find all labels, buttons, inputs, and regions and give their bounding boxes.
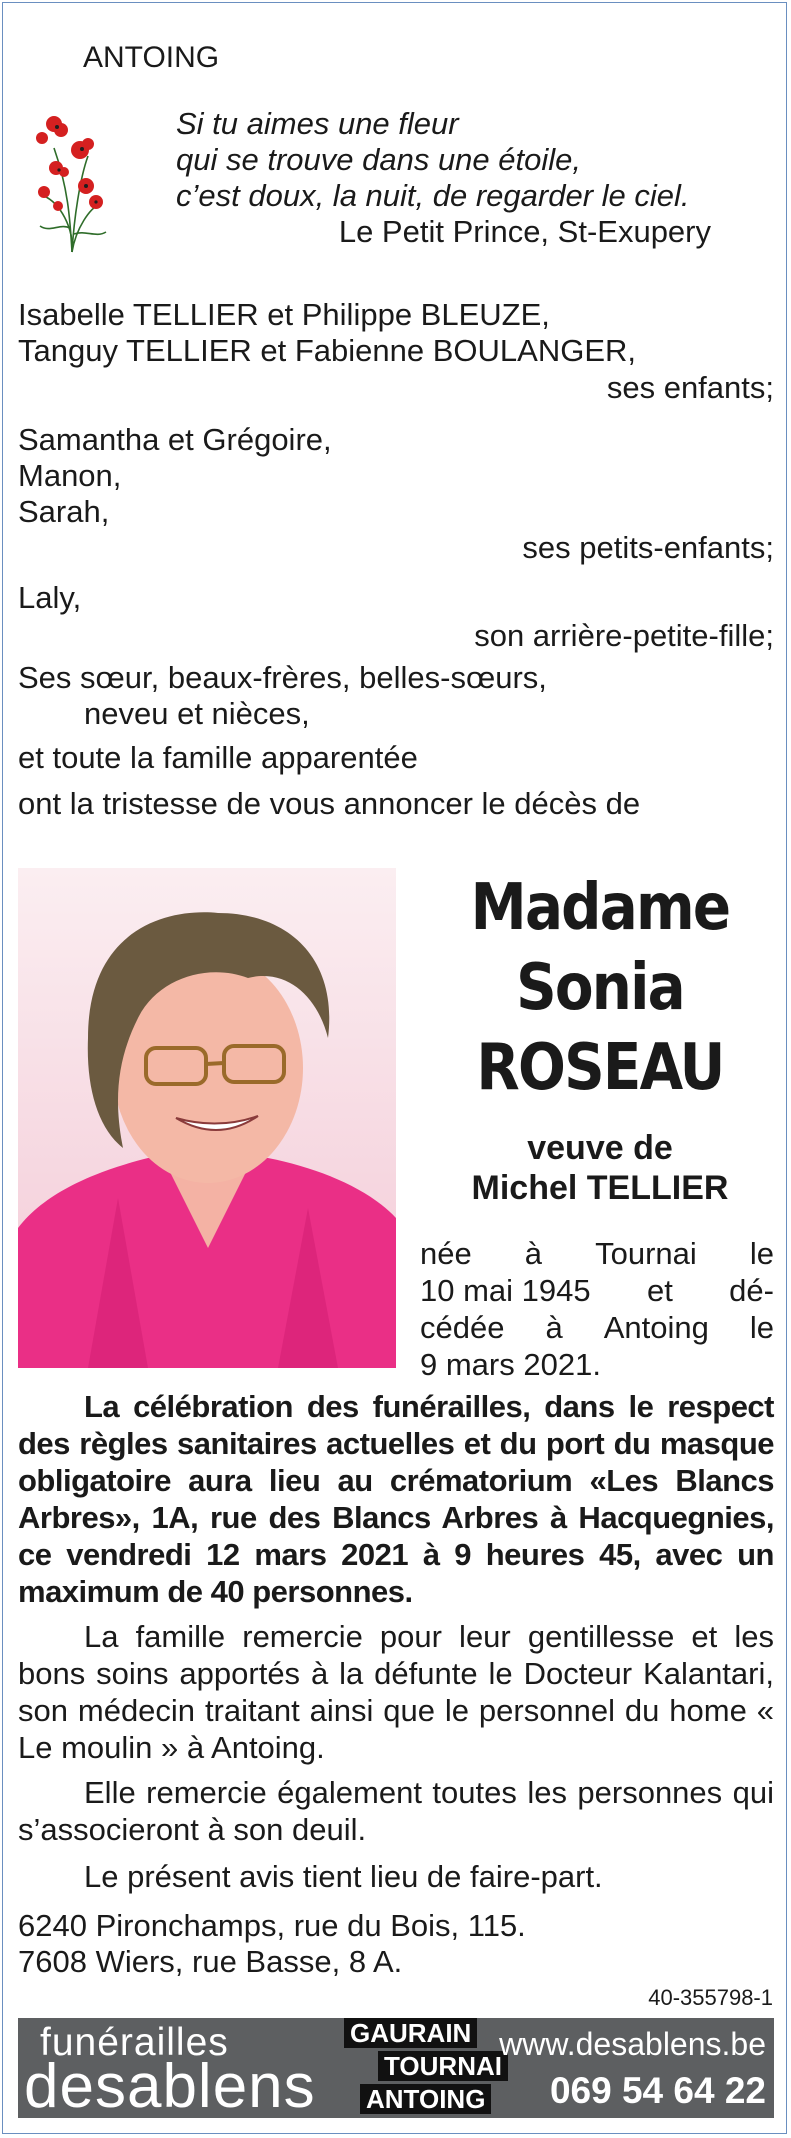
great-grandchildren-role: son arrière-petite-fille; bbox=[474, 618, 774, 653]
reference-number: 40-355798-1 bbox=[648, 1985, 773, 2010]
grandchild-line: Sarah, bbox=[18, 494, 110, 529]
word: cédée bbox=[420, 1310, 505, 1345]
notice-paragraph bbox=[18, 1858, 774, 1895]
quote-line: Si tu aimes une fleur bbox=[176, 106, 459, 141]
poppy-flowers-illustration bbox=[30, 108, 115, 253]
great-grandchild-line: Laly, bbox=[18, 580, 82, 615]
birth-death-row bbox=[420, 1346, 774, 1383]
quote-block bbox=[176, 106, 711, 250]
siblings-line: Ses sœur, beaux-frères, belles-sœurs, bbox=[18, 660, 547, 695]
extended-family-line: et toute la famille apparentée bbox=[18, 740, 418, 775]
deceased-first-name: Sonia bbox=[516, 951, 684, 1025]
funeral-home-banner bbox=[18, 2018, 774, 2121]
word: Tournai bbox=[595, 1236, 697, 1271]
word: et bbox=[646, 1273, 673, 1308]
town-badge: ANTOING bbox=[360, 2084, 491, 2114]
ceremony-text: La célébration des funérailles, dans le respect des règles sanitaires actuelles et du port du masque obligatoire aura lieu au crématorium «Les Blancs Arbres», 1A, rue des Blancs Arbres à Hacquegnies, ce vendredi 12 mars 2021 à 9 heures 45, avec un maximum de 40 personnes. bbox=[18, 1389, 774, 1609]
thanks2-text: Elle remercie également toutes les personnes qui s’associeront à son deuil. bbox=[18, 1775, 774, 1847]
brand-logo: desablens bbox=[24, 2052, 316, 2121]
thanks2-paragraph bbox=[18, 1774, 774, 1848]
deceased-title: Madame bbox=[470, 871, 730, 945]
address-line: 6240 Pironchamps, rue du Bois, 115. bbox=[18, 1908, 526, 1943]
word: 9 mars 2021. bbox=[420, 1347, 601, 1382]
website-link[interactable]: www.desablens.be bbox=[499, 2026, 766, 2062]
birth-death-row bbox=[420, 1309, 774, 1346]
widow-label: veuve de bbox=[527, 1129, 673, 1167]
quote-line: c’est doux, la nuit, de regarder le ciel. bbox=[176, 178, 690, 213]
word: le bbox=[749, 1310, 774, 1345]
spouse-name: Michel TELLIER bbox=[471, 1169, 729, 1207]
town-heading: ANTOING bbox=[83, 41, 220, 74]
children-role: ses enfants; bbox=[606, 370, 774, 405]
grandchildren-role: ses petits-enfants; bbox=[522, 530, 774, 565]
child-line: Isabelle TELLIER et Philippe BLEUZE, bbox=[18, 297, 550, 332]
announcement-line: ont la tristesse de vous annoncer le décès de bbox=[18, 786, 641, 821]
siblings-line: neveu et nièces, bbox=[84, 696, 310, 731]
quote-attribution: Le Petit Prince, St-Exupery bbox=[338, 214, 711, 249]
word: à bbox=[545, 1310, 563, 1345]
town-badge: GAURAIN bbox=[344, 2018, 477, 2048]
birth-death-row bbox=[420, 1235, 774, 1272]
word: le bbox=[749, 1236, 774, 1271]
notice-text: Le présent avis tient lieu de faire-part. bbox=[84, 1859, 603, 1894]
grandchild-line: Samantha et Grégoire, bbox=[18, 422, 332, 457]
town-badge: TOURNAI bbox=[378, 2051, 508, 2081]
ceremony-paragraph bbox=[18, 1388, 774, 1610]
phone-number[interactable]: 069 54 64 22 bbox=[549, 2070, 766, 2111]
quote-line: qui se trouve dans une étoile, bbox=[176, 142, 581, 177]
word: 10 mai 1945 bbox=[420, 1273, 591, 1308]
grandchild-line: Manon, bbox=[18, 458, 122, 493]
thanks-paragraph bbox=[18, 1618, 774, 1766]
thanks-text: La famille remercie pour leur gentillesse et les bons soins apportés à la défunte le Docteur Kalantari, son médecin traitant ainsi que le personnel du home « Le moulin » à Antoing. bbox=[18, 1619, 774, 1765]
address-line: 7608 Wiers, rue Basse, 8 A. bbox=[18, 1944, 403, 1979]
word: Antoing bbox=[603, 1310, 709, 1345]
birth-death-block bbox=[420, 1235, 774, 1383]
deceased-photo bbox=[18, 868, 396, 1368]
child-line: Tanguy TELLIER et Fabienne BOULANGER, bbox=[18, 333, 637, 368]
word: dé- bbox=[729, 1273, 774, 1308]
brand-top: funérailles bbox=[40, 2021, 229, 2064]
word: née bbox=[420, 1236, 472, 1271]
deceased-last-name: ROSEAU bbox=[476, 1031, 724, 1105]
birth-death-row bbox=[420, 1272, 774, 1309]
word: à bbox=[524, 1236, 543, 1271]
